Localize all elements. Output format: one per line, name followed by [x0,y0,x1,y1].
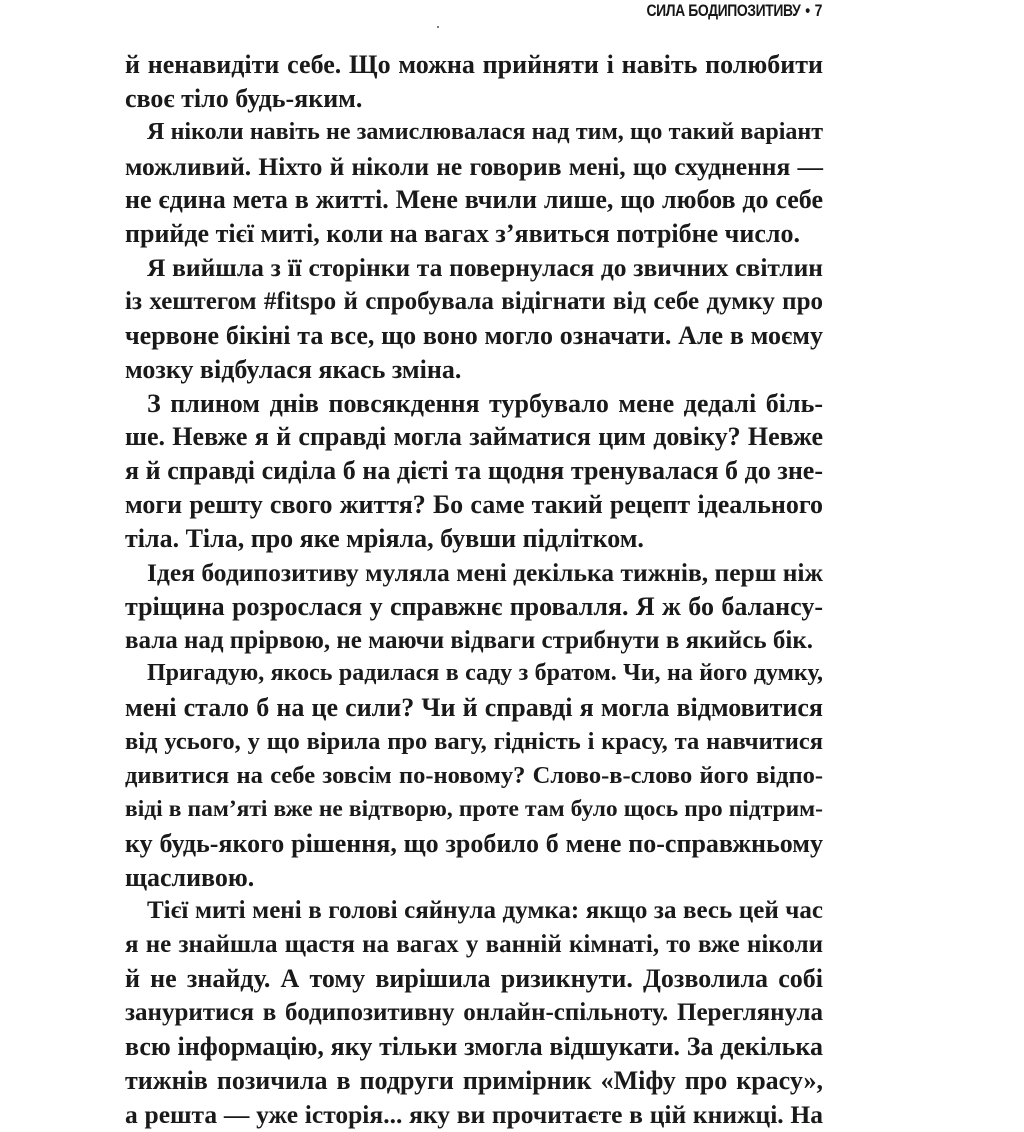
text-line: Я вийшла з її сторінки та повернулася до звичних світлин [147,253,823,283]
text-line: щасливою. [125,862,255,892]
text-line: моги решту свого життя? Бо саме такий рецепт ідеального [125,490,823,520]
text-line: а решта — уже історія... яку ви прочитаєте в цій книжці. На [125,1099,823,1129]
text-line: своє тіло будь-яким. [125,83,363,113]
text-line: Тієї миті мені в голові сяйнула думка: якщо за весь цей час [147,897,823,925]
text-line: вала над прірвою, не маючи відваги стрибнути в якийсь бік. [125,626,813,654]
text-line: й ненавидіти себе. Що можна прийняти і навіть полюбити [125,50,823,79]
text-line: червоне бікіні та все, що воно могло означати. Але в моєму [125,320,823,350]
text-line: тріщина розрослася у справжнє провалля. Я ж бо балансу- [125,591,823,621]
text-line: тіла. Тіла, про яке мріяла, бувши підлітком. [125,524,644,554]
text-line: Я ніколи навіть не замислювалася над тим, що такий варіант [147,118,823,145]
running-head [647,0,822,22]
text-line: не єдина мета в житті. Мене вчили лише, що любов до себе [125,185,823,215]
text-line: ку будь-якого рішення, що зробило б мене по-справжньому [125,828,823,858]
text-line: зануритися в бодипозитивну онлайн-спільноту. Переглянула [125,999,823,1027]
text-line: всю інформацію, яку тільки змогла відшукати. За декілька [125,1031,823,1061]
scan-speck [437,26,439,28]
text-line: віді в пам’яті вже не відтворю, проте там було щось про підтрим- [125,795,823,822]
page-number: 7 [814,1,822,20]
text-line: Пригадую, якось радилася в саду з братом. Чи, на його думку, [147,660,823,687]
text-line: дивитися на себе зовсім по-новому? Слово-в-слово його відпо- [125,762,823,790]
text-line: я не знайшла щастя на вагах у ванній кімнаті, то вже ніколи [125,931,823,959]
text-line: із хештегом #fitspo й спробувала відігнати від себе думку про [125,288,823,316]
text-line: можливий. Ніхто й ніколи не говорив мені, що схуднення — [125,151,823,181]
chapter-title: СИЛА БОДИПОЗИТИВУ [646,1,801,20]
text-line: від усього, у що вірила про вагу, гідність і красу, та навчитися [125,728,823,756]
text-line: мені стало б на це сили? Чи й справді я могла відмовитися [125,693,823,723]
text-line: тижнів позичила в подруги примірник «Міфу про красу», [125,1065,823,1095]
text-line: прийде тієї миті, коли на вагах з’явиться потрібне число. [125,219,800,249]
text-line: я й справді сиділа б на дієті та щодня тренувалася б до зне- [125,456,823,486]
text-line: З плином днів повсякдення турбувало мене дедалі біль- [147,388,823,418]
text-line: мозку відбулася якась зміна. [125,354,462,384]
text-line: й не знайду. А тому вирішила ризикнути. Дозволила собі [125,964,823,994]
text-line: ше. Невже я й справді могла займатися цим довіку? Невже [125,422,823,452]
text-line: Ідея бодипозитиву муляла мені декілька тижнів, перш ніж [147,557,823,587]
separator-bullet: • [805,1,810,20]
body-text [125,48,823,1132]
